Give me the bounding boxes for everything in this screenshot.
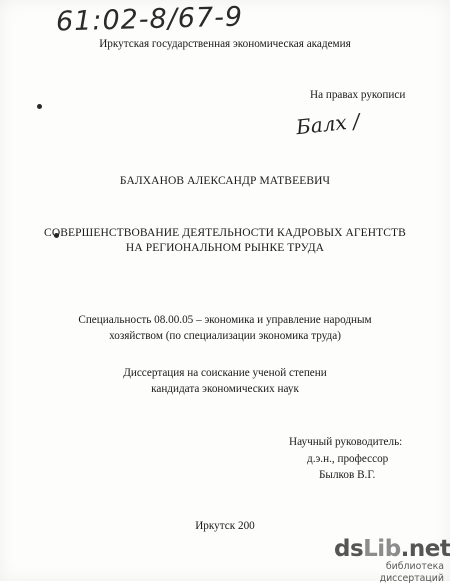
dslib-tagline: библиотека диссертаций xyxy=(379,561,444,584)
specialty-line-1: Специальность 08.00.05 – экономика и управление народным xyxy=(78,314,372,326)
specialty-line-2: хозяйством (по специализации экономика труда) xyxy=(109,330,341,342)
dissertation-title-line-2: НА РЕГИОНАЛЬНОМ РЫНКЕ ТРУДА xyxy=(125,242,325,254)
advisor-rank: д.э.н., профессор xyxy=(307,453,389,465)
degree-line-1: Диссертация на соискание ученой степени xyxy=(123,367,327,379)
author-name: БАЛХАНОВ АЛЕКСАНДР МАТВЕЕВИЧ xyxy=(119,175,331,187)
rights-note: На правах рукописи xyxy=(310,89,406,101)
advisor-name: Былков В.Г. xyxy=(319,469,376,481)
archive-stamp-code: 61:02-8/67-9 xyxy=(55,1,244,38)
advisor-label: Научный руководитель: xyxy=(289,436,403,448)
degree-line-2: кандидата экономических наук xyxy=(151,383,299,395)
dslib-watermark xyxy=(334,536,450,584)
scan-speck xyxy=(37,104,42,109)
dslib-logo: dsLib.net xyxy=(334,536,450,562)
institution-name: Иркутская государственная экономическая академия xyxy=(99,38,351,50)
place-and-year: Иркутск 200 xyxy=(195,520,255,532)
handwritten-signature: Балх / xyxy=(294,108,361,140)
dissertation-title-line-1: СОВЕРШЕНСТВОВАНИЕ ДЕЯТЕЛЬНОСТИ КАДРОВЫХ АГЕНТСТВ xyxy=(44,227,406,239)
